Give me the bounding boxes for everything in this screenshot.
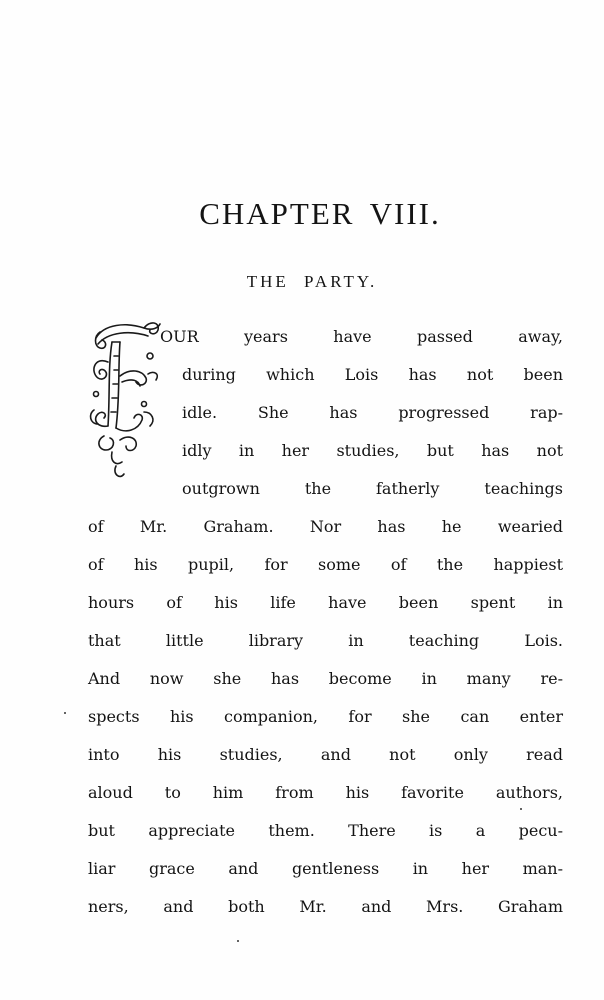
body-line: aloud to him from his favorite authors, (88, 783, 563, 802)
chapter-subtitle: THE PARTY. (246, 272, 378, 291)
chapter-title: CHAPTER VIII. (199, 196, 441, 231)
body-line: hours of his life have been spent in (88, 593, 563, 612)
body-line: idle. She has progressed rap- (182, 403, 563, 422)
print-speck (520, 808, 522, 810)
print-speck (64, 712, 66, 714)
body-line: during which Lois has not been (182, 365, 563, 384)
body-line: liar grace and gentleness in her man- (88, 859, 563, 878)
print-speck (237, 940, 239, 942)
body-line: spects his companion, for she can enter (88, 707, 563, 726)
body-line: that little library in teaching Lois. (88, 631, 563, 650)
body-line: ners, and both Mr. and Mrs. Graham (88, 897, 563, 916)
ornate-letter-f-icon (86, 316, 162, 486)
body-line: idly in her studies, but has not (182, 441, 563, 460)
body-line: but appreciate them. There is a pecu- (88, 821, 563, 840)
body-line: And now she has become in many re- (88, 669, 563, 688)
body-line: of his pupil, for some of the happiest (88, 555, 563, 574)
body-line: into his studies, and not only read (88, 745, 563, 764)
body-line: of Mr. Graham. Nor has he wearied (88, 517, 563, 536)
body-line: outgrown the fatherly teachings (182, 479, 563, 498)
body-line: OUR years have passed away, (160, 327, 563, 346)
